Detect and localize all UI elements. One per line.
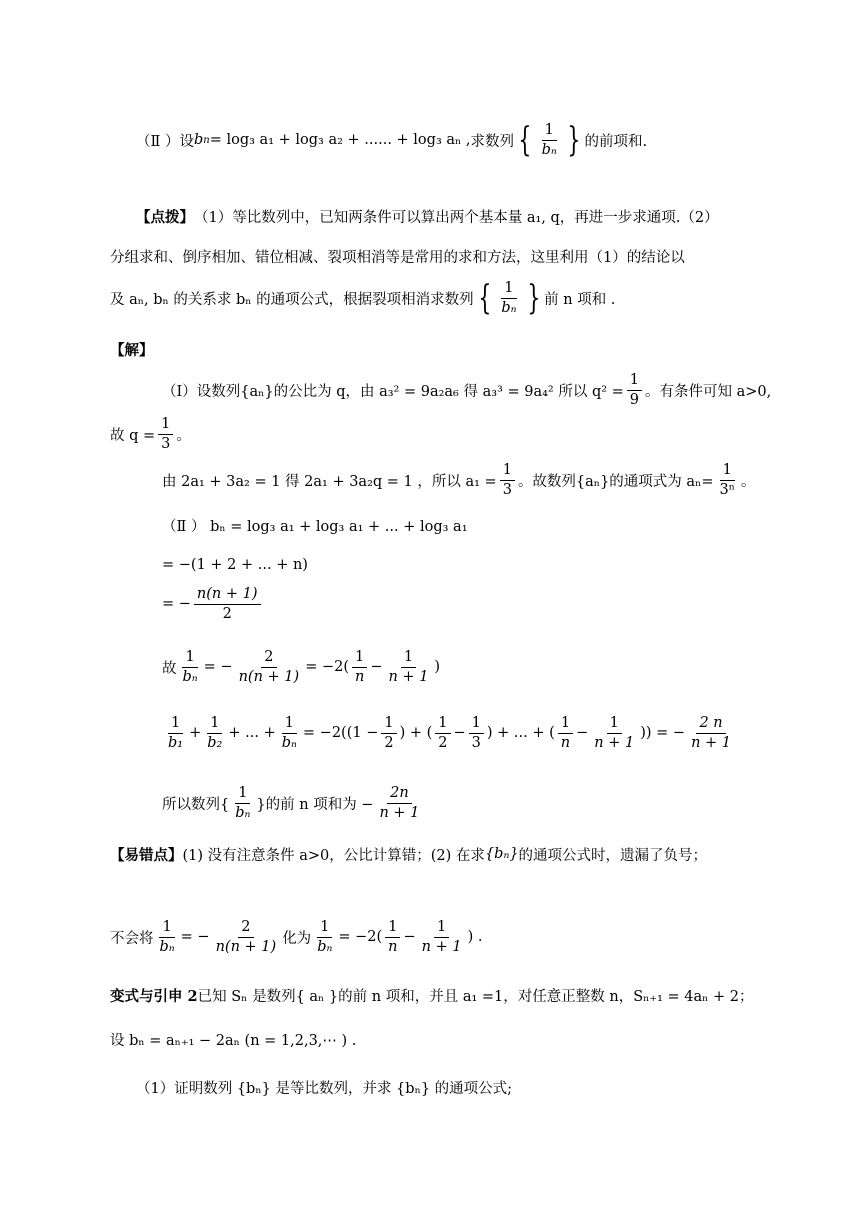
solution-line-2: 故 q = $\frac{1}{3}$ 。 [110,415,191,452]
solution-line-5: = −(1 + 2 + ... + n) [162,557,308,573]
errors-line-2: 不会将 $\frac{1}{\text{bₙ}}$ = − $\frac{2}{n(n + 1)}$ 化为 $\frac{1}{\text{bₙ}}$ = −2( $\frac{1}{n}$ − $\frac{1}{n + 1}$ ) . [110,918,483,955]
frac-one-third: $\frac{1}{3}$ [158,416,173,452]
errors-line-1: 【易错点】 (1) 没有注意条件 a>0，公比计算错；(2) 在求 {bₙ} 的通项公式时，遗漏了负号； [110,838,707,870]
hint-text-3b: 前 n 项和 . [544,291,616,308]
part2-question: （Ⅱ ）设 b n = log₃ a₁ + log₃ a₂ + ...... + log₃ aₙ , 求数列 { $\frac{1}{\text{bₙ}}$ } 的前项和. [136,120,648,160]
solution-line-8: $\frac{1}{\text{b₁}}$ + $\frac{1}{\text{b₂}}$ + ... + $\frac{1}{\text{bₙ}}$ = −2((1 − $\frac{1}{2}$ ) + ( $\frac{1}{2}$ − $\frac{1}{3}$ ) + ... + ( $\frac{1}{n}$ − $\frac{1}{n + 1}$ )) = − $\frac{2 n}{n + 1}$ [168,714,731,751]
solution-line-3: 由 2a₁ + 3a₂ = 1 得 2a₁ + 3a₂q = 1 ，所以 a₁ = $\frac{1}{3}$ 。故数列{aₙ}的通项式为 aₙ= $\frac{1}{\text{3ⁿ}}$ 。 [162,461,756,498]
solution-label: 【解】 [110,341,154,359]
part2-sum-expression: = log₃ a₁ + log₃ a₂ + ...... + log₃ aₙ , [209,132,471,148]
solution-line-1: （Ⅰ）设数列{aₙ}的公比为 q，由 a₃² = 9a₂a₆ 得 a₃³ = 9a₄² 所以 q² = $\frac{1}{9}$ 。有条件可知 a>0, [162,371,772,408]
part2-mid: 求数列 [470,133,514,150]
variant-label: 变式与引申 2 [110,987,198,1005]
hint-text-3a: 及 aₙ, bₙ 的关系求 bₙ 的通项公式，根据裂项相消求数列 [110,291,474,308]
hint-text-2: 分组求和、倒序相加、错位相减、裂项相消等是常用的求和方法，这里利用（1）的结论以 [110,249,685,266]
part2-prefix: （Ⅱ ）设 [136,133,194,150]
variant-line-1: 变式与引申 2 已知 Sₙ 是数列{ aₙ }的前 n 项和，并且 a₁ =1，对任意正整数 n，Sₙ₊₁ = 4aₙ + 2； [110,980,753,1010]
frac-sum: $\frac{n(n + 1)}{2}$ [194,586,261,622]
hint-line-3: 及 aₙ, bₙ 的关系求 bₙ 的通项公式，根据裂项相消求数列 { $\frac{1}{\text{bₙ}}$ } 前 n 项和 . [110,278,616,318]
hint-line-1 [136,201,719,231]
solution-line-9: 所以数列{ $\frac{1}{\text{bₙ}}$ }的前 n 项和为 − $\frac{2n}{n + 1}$ [162,784,420,821]
frac-a1: $\frac{1}{3}$ [500,462,515,498]
variant-question-1: （1）证明数列 {bₙ} 是等比数列，并求 {bₙ} 的通项公式; [136,1080,513,1097]
frac-an: $\frac{1}{\text{3ⁿ}}$ [719,461,735,498]
errors-label: 【易错点】 [110,846,183,864]
frac-one-ninth: $\frac{1}{9}$ [627,372,642,408]
part2-suffix: 的前项和. [584,133,648,150]
part2-bn: b [193,132,204,148]
solution-line-7: 故 $\frac{1}{\text{bₙ}}$ = − $\frac{2}{n(n + 1)}$ = −2( $\frac{1}{n}$ − $\frac{1}{n + 1}$ ) [162,648,441,685]
hint-text-1: （1）等比数列中，已知两条件可以算出两个基本量 a₁, q，再进一步求通项.（2） [194,209,719,226]
hint-line-2 [110,241,685,271]
part2-fraction: $\frac{1}{\text{bₙ}}$ [541,121,557,158]
hint-label: 【点拨】 [136,208,194,226]
variant-line-2: 设 bₙ = aₙ₊₁ − 2aₙ (n = 1,2,3,⋯ ) . [110,1032,357,1049]
hint-fraction: $\frac{1}{\text{bₙ}}$ [501,279,517,316]
solution-line-6: = − $\frac{n(n + 1)}{2}$ [162,580,264,628]
solution-line-4: （Ⅱ ） bₙ = log₃ a₁ + log₃ a₁ + ... + log₃ a₁ [162,518,468,535]
